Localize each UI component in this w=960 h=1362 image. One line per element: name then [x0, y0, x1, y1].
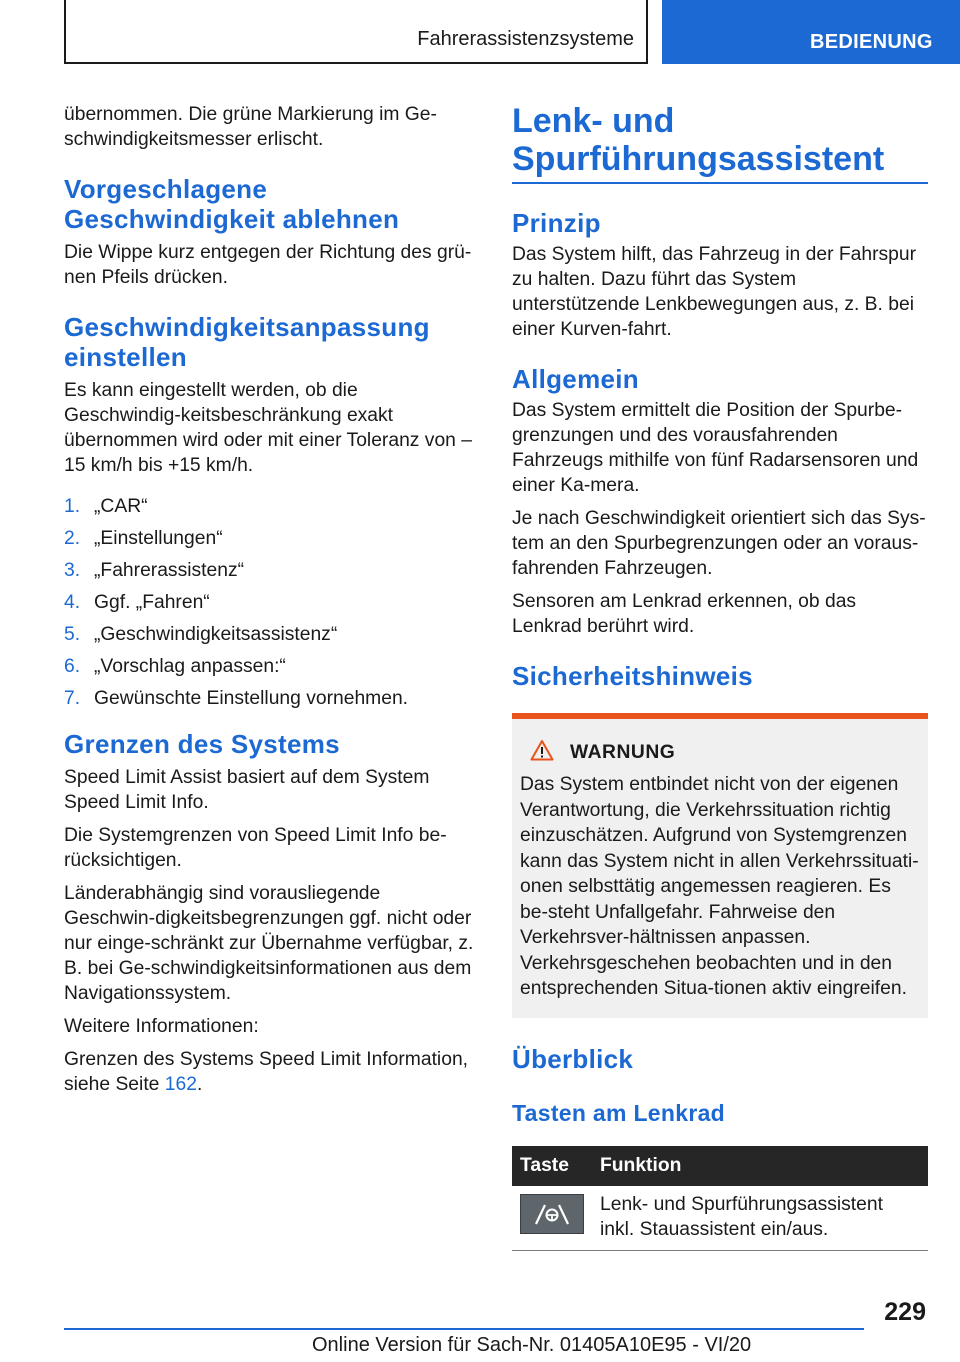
paragraph-general-1: Das System ermittelt die Position der Spurbe-grenzungen und des vorausfahrenden Fahrzeugs mithilfe von fünf Radarsensoren und einer Ka-mera. — [512, 400, 919, 496]
paragraph-limits-5: Grenzen des Systems Speed Limit Information, siehe Seite 162. — [64, 1049, 469, 1095]
table-cell-function: Lenk- und Spurführungsassistent inkl. Stauassistent ein/aus. — [592, 1186, 928, 1251]
right-column — [512, 102, 928, 1251]
table-header-key: Taste — [512, 1146, 592, 1186]
header-section-box — [64, 0, 648, 64]
paragraph-limits-3: Länderabhängig sind vorausliegende Geschwin-digkeitsbegrenzungen ggf. nicht oder nur einge-schränkt zur Übernahme verfügbar, z. B. bei Ge-schwindigkeitsinformationen aus dem Navigationssystem. — [64, 883, 474, 1004]
warning-title: WARNUNG — [570, 741, 676, 763]
warning-triangle-icon — [530, 739, 554, 766]
heading-speed-adjustment: Geschwindigkeitsanpassung einstellen — [64, 312, 430, 372]
left-column — [64, 102, 476, 1105]
intro-paragraph: übernommen. Die grüne Markierung im Ge-schwindigkeitsmesser erlischt. — [64, 104, 437, 150]
lane-assist-button-icon[interactable] — [520, 1194, 584, 1234]
heading-general: Allgemein — [512, 364, 639, 394]
heading-reject-speed: Vorgeschlagene Geschwindigkeit ablehnen — [64, 174, 400, 234]
table-cell-key — [512, 1186, 592, 1251]
paragraph-general-2: Je nach Geschwindigkeit orientiert sich das Sys-tem an den Spurbegrenzungen oder an voraus-fahrenden Fahrzeugen. — [512, 508, 926, 579]
heading-lane-assistant: Lenk- und Spurführungsassistent — [512, 102, 885, 178]
list-item: 2. „Einstellungen“ — [64, 528, 223, 549]
list-item: 4. Ggf. „Fahren“ — [64, 592, 210, 613]
heading-steering-buttons: Tasten am Lenkrad — [512, 1099, 726, 1126]
table-header-function: Funktion — [592, 1146, 928, 1186]
paragraph-limits-2: Die Systemgrenzen von Speed Limit Info be-rücksichtigen. — [64, 825, 447, 871]
paragraph-limits-4: Weitere Informationen: — [64, 1016, 259, 1037]
list-item: 7. Gewünschte Einstellung vornehmen. — [64, 688, 409, 709]
heading-rule — [512, 182, 928, 184]
settings-steps-list — [64, 494, 476, 711]
header-chapter-label: BEDIENUNG — [810, 31, 933, 53]
heading-principle: Prinzip — [512, 208, 601, 238]
heading-overview: Überblick — [512, 1043, 634, 1074]
paragraph-adjustment: Es kann eingestellt werden, ob die Geschwindig-keitsbeschränkung exakt übernommen wird oder mit einer Toleranz von –15 km/h bis +15 km/h. — [64, 380, 472, 476]
footer-online-version: Online Version für Sach-Nr. 01405A10E95 - VI/20 — [312, 1334, 752, 1356]
list-item: 5. „Geschwindigkeitsassistenz“ — [64, 624, 338, 645]
warning-header — [530, 739, 920, 766]
page-number: 229 — [884, 1298, 926, 1326]
list-item: 1. „CAR“ — [64, 496, 148, 517]
paragraph-reject: Die Wippe kurz entgegen der Richtung des grü-nen Pfeils drücken. — [64, 242, 472, 288]
warning-text: Das System entbindet nicht von der eigenen Verantwortung, die Verkehrssituation richtig einzuschätzen. Aufgrund von Systemgrenzen kann das System nicht in allen Verkehrssituati-onen selbsttätig angemessen reagieren. Es be-steht Unfallgefahr. Fahrweise den Verkehrsver-hältnissen anpassen. Verkehrsgeschehen beobachten und in den entsprechenden Situa-tionen aktiv eingreifen. — [520, 774, 919, 999]
heading-safety-note: Sicherheitshinweis — [512, 661, 753, 691]
buttons-table — [512, 1146, 928, 1251]
list-item: 3. „Fahrerassistenz“ — [64, 560, 245, 581]
footer-rule — [64, 1328, 864, 1330]
page-reference-link[interactable]: 162 — [164, 1074, 197, 1095]
paragraph-limits-1: Speed Limit Assist basiert auf dem System Speed Limit Info. — [64, 767, 430, 813]
header-section-title: Fahrerassistenzsysteme — [417, 28, 634, 50]
paragraph-general-3: Sensoren am Lenkrad erkennen, ob das Lenkrad berührt wird. — [512, 591, 857, 637]
paragraph-principle: Das System hilft, das Fahrzeug in der Fahrspur zu halten. Dazu führt das System unterstützende Lenkbewegungen aus, z. B. bei einer Kurven-fahrt. — [512, 244, 917, 340]
list-item: 6. „Vorschlag anpassen:“ — [64, 656, 286, 677]
header-chapter-tab[interactable] — [662, 0, 960, 64]
table-row — [512, 1186, 928, 1251]
heading-system-limits: Grenzen des Systems — [64, 729, 340, 759]
warning-box — [512, 713, 928, 1018]
